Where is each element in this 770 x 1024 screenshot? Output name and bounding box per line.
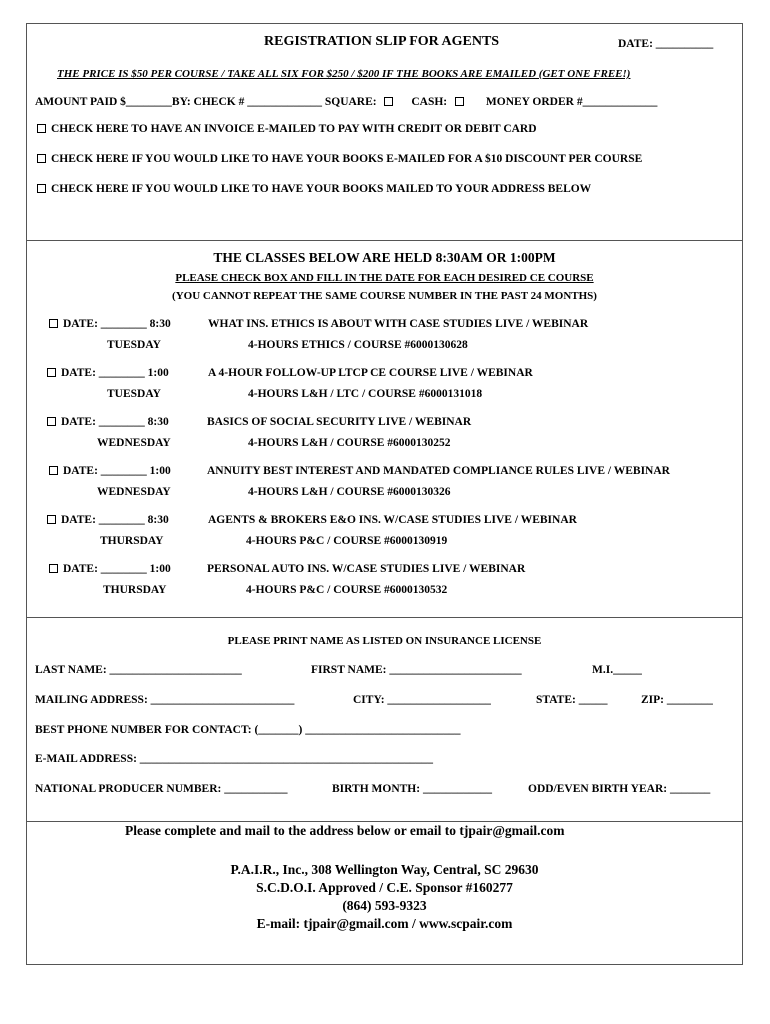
- course-title: AGENTS & BROKERS E&O INS. W/CASE STUDIES LIVE / WEBINAR: [208, 514, 577, 526]
- course-date[interactable]: DATE: ________ 8:30: [61, 514, 169, 526]
- invoice-option-label: CHECK HERE TO HAVE AN INVOICE E-MAILED TO PAY WITH CREDIT OR DEBIT CARD: [51, 123, 537, 135]
- state-field[interactable]: STATE: _____: [536, 694, 608, 706]
- city-field[interactable]: CITY: __________________: [353, 694, 491, 706]
- course-row: [27, 366, 742, 406]
- course-row: [27, 562, 742, 602]
- last-name-field[interactable]: LAST NAME: _______________________: [35, 664, 242, 676]
- contact-line[interactable]: E-mail: tjpair@gmail.com / www.scpair.com: [256, 916, 513, 931]
- course-row: [27, 513, 742, 553]
- birth-year-field[interactable]: ODD/EVEN BIRTH YEAR: _______: [528, 783, 711, 795]
- date-field[interactable]: DATE: __________: [618, 38, 714, 50]
- course-detail: 4-HOURS ETHICS / COURSE #6000130628: [248, 339, 468, 351]
- course-title: A 4-HOUR FOLLOW-UP LTCP CE COURSE LIVE / WEBINAR: [208, 367, 533, 379]
- mailing-address-field[interactable]: MAILING ADDRESS: _________________________: [35, 694, 295, 706]
- email-books-option-label: CHECK HERE IF YOU WOULD LIKE TO HAVE YOUR BOOKS E-MAILED FOR A $10 DISCOUNT PER COURSE: [51, 153, 643, 165]
- amount-paid-label[interactable]: AMOUNT PAID $________BY: CHECK # _____________ SQUARE:: [35, 96, 377, 108]
- payment-line: [35, 95, 657, 109]
- classes-section: [27, 241, 742, 618]
- classes-note: (YOU CANNOT REPEAT THE SAME COURSE NUMBER IN THE PAST 24 MONTHS): [172, 290, 597, 302]
- course-day: THURSDAY: [103, 584, 167, 596]
- email-books-checkbox[interactable]: [37, 154, 46, 163]
- phone-field[interactable]: BEST PHONE NUMBER FOR CONTACT: (_______) ___________________________: [35, 724, 461, 736]
- mail-books-option[interactable]: [37, 182, 591, 196]
- course-date[interactable]: DATE: ________ 1:00: [63, 563, 171, 575]
- mail-books-checkbox[interactable]: [37, 184, 46, 193]
- square-checkbox[interactable]: [384, 97, 393, 106]
- course-title: WHAT INS. ETHICS IS ABOUT WITH CASE STUDIES LIVE / WEBINAR: [208, 318, 589, 330]
- invoice-option[interactable]: [37, 122, 537, 136]
- form-title: REGISTRATION SLIP FOR AGENTS: [264, 34, 500, 49]
- registration-form: [26, 23, 743, 965]
- middle-initial-field[interactable]: M.I._____: [592, 664, 642, 676]
- personal-info-section: [27, 618, 742, 822]
- course-title: ANNUITY BEST INTEREST AND MANDATED COMPLIANCE RULES LIVE / WEBINAR: [207, 465, 670, 477]
- payment-section: [27, 24, 742, 241]
- cash-label: CASH:: [411, 96, 448, 108]
- course-row: [27, 464, 742, 504]
- price-note: THE PRICE IS $50 PER COURSE / TAKE ALL SIX FOR $250 / $200 IF THE BOOKS ARE EMAILED (GET ONE FREE!): [57, 68, 631, 80]
- course-title: PERSONAL AUTO INS. W/CASE STUDIES LIVE / WEBINAR: [207, 563, 526, 575]
- footer-section: [27, 822, 742, 966]
- course-checkbox[interactable]: [49, 466, 58, 475]
- course-row: [27, 317, 742, 357]
- course-day: WEDNESDAY: [97, 437, 171, 449]
- mail-books-option-label: CHECK HERE IF YOU WOULD LIKE TO HAVE YOUR BOOKS MAILED TO YOUR ADDRESS BELOW: [51, 183, 592, 195]
- course-day: WEDNESDAY: [97, 486, 171, 498]
- course-checkbox[interactable]: [47, 417, 56, 426]
- cash-checkbox[interactable]: [455, 97, 464, 106]
- course-checkbox[interactable]: [47, 368, 56, 377]
- course-checkbox[interactable]: [49, 564, 58, 573]
- course-date[interactable]: DATE: ________ 8:30: [61, 416, 169, 428]
- mail-instruction: Please complete and mail to the address below or email to tjpair@gmail.com: [125, 823, 565, 838]
- course-day: THURSDAY: [100, 535, 164, 547]
- money-order-field[interactable]: MONEY ORDER #_____________: [485, 96, 658, 108]
- classes-instruction: PLEASE CHECK BOX AND FILL IN THE DATE FOR EACH DESIRED CE COURSE: [175, 272, 594, 284]
- course-title: BASICS OF SOCIAL SECURITY LIVE / WEBINAR: [207, 416, 472, 428]
- course-date[interactable]: DATE: ________ 1:00: [61, 367, 169, 379]
- sponsor-approval: S.C.D.O.I. Approved / C.E. Sponsor #160277: [256, 880, 513, 895]
- company-address: P.A.I.R., Inc., 308 Wellington Way, Central, SC 29630: [230, 862, 539, 877]
- course-day: TUESDAY: [107, 339, 161, 351]
- email-books-option[interactable]: [37, 152, 642, 166]
- email-field[interactable]: E-MAIL ADDRESS: ___________________________________________________: [35, 753, 434, 765]
- course-detail: 4-HOURS L&H / LTC / COURSE #6000131018: [248, 388, 483, 400]
- course-date[interactable]: DATE: ________ 1:00: [63, 465, 171, 477]
- phone-number: (864) 593-9323: [342, 898, 427, 913]
- classes-heading: THE CLASSES BELOW ARE HELD 8:30AM OR 1:00PM: [213, 250, 556, 265]
- producer-number-field[interactable]: NATIONAL PRODUCER NUMBER: ___________: [35, 783, 288, 795]
- course-detail: 4-HOURS L&H / COURSE #6000130252: [248, 437, 451, 449]
- course-detail: 4-HOURS P&C / COURSE #6000130532: [246, 584, 448, 596]
- course-checkbox[interactable]: [47, 515, 56, 524]
- course-day: TUESDAY: [107, 388, 161, 400]
- course-detail: 4-HOURS P&C / COURSE #6000130919: [246, 535, 448, 547]
- course-detail: 4-HOURS L&H / COURSE #6000130326: [248, 486, 451, 498]
- zip-field[interactable]: ZIP: ________: [641, 694, 713, 706]
- course-checkbox[interactable]: [49, 319, 58, 328]
- course-date[interactable]: DATE: ________ 8:30: [63, 318, 171, 330]
- invoice-checkbox[interactable]: [37, 124, 46, 133]
- first-name-field[interactable]: FIRST NAME: _______________________: [311, 664, 522, 676]
- personal-heading: PLEASE PRINT NAME AS LISTED ON INSURANCE LICENSE: [227, 635, 542, 647]
- course-row: [27, 415, 742, 455]
- birth-month-field[interactable]: BIRTH MONTH: ____________: [332, 783, 492, 795]
